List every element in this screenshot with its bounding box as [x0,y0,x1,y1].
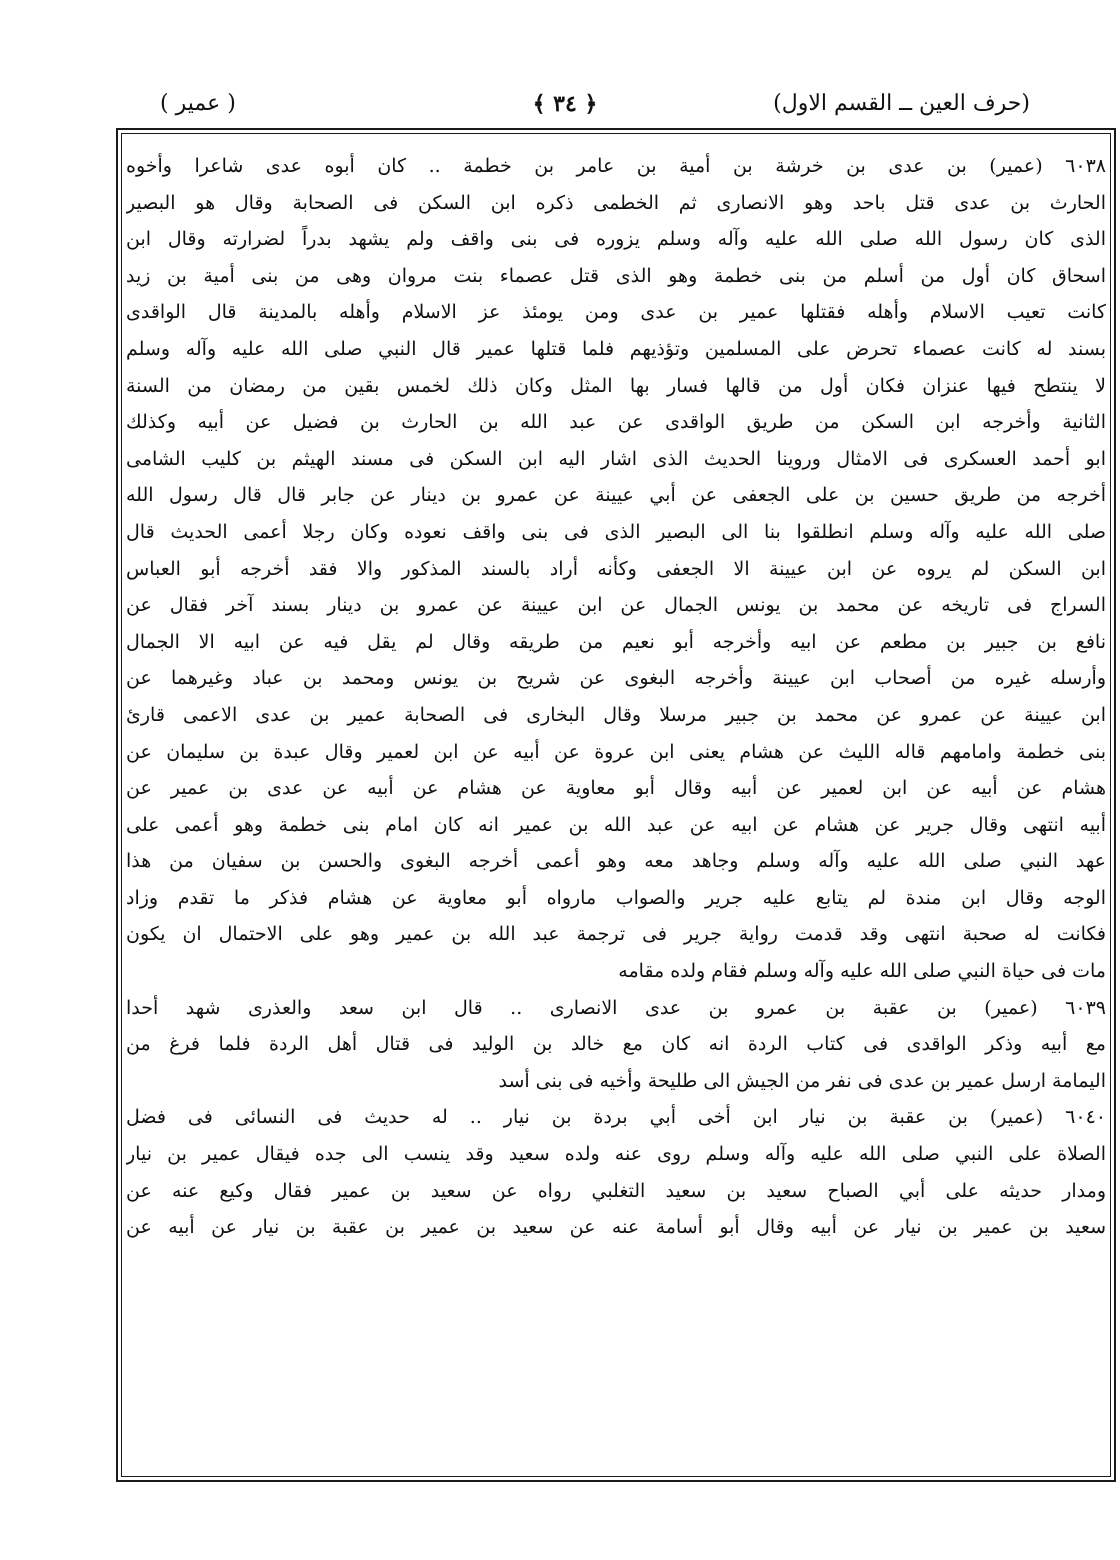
text-line: ٦٠٣٩ (عمير) بن عقبة بن عمرو بن عدى الانصارى .. قال ابن سعد والعذرى شهد أحدا [126,996,1106,1019]
page-number: ﴿ ٣٤ ﴾ [532,91,598,117]
text-line: لا ينتطح فيها عنزان فكان أول من قالها فسار بها المثل وكان ذلك لخمس بقين من رمضان من السنة [126,374,1106,397]
running-header [100,88,1030,128]
text-line: ابو أحمد العسكرى فى الامثال وروينا الحديث الذى اشار اليه ابن السكن فى مسند الهيثم بن كليب الشامى [126,447,1106,470]
text-line: السراج فى تاريخه عن محمد بن يونس الجمال عن ابن عيينة عن عمرو بن دينار بسند آخر فقال عن [126,594,1106,617]
text-line: اسحاق كان أول من أسلم من بنى خطمة وهو الذى قتل عصماء بنت مروان وهى من بنى أمية بن زيد [126,264,1106,287]
text-line: كانت تعيب الاسلام وأهله فقتلها عمير بن عدى ومن يومئذ عز الاسلام وأهله بالمدينة قال الواقدى [126,301,1106,324]
text-line: الذى كان رسول الله صلى الله عليه وآله وسلم يزوره فى بنى واقف ولم يشهد بدراً لضرارته وقال ابن [126,228,1106,251]
text-line: الثانية وأخرجه ابن السكن من طريق الواقدى عن عبد الله بن الحارث بن فضيل عن أبيه وكذلك [126,411,1106,434]
body-text [126,148,1106,1473]
text-line: الحارث بن عدى قتل باحد وهو الانصارى ثم الخطمى ذكره ابن السكن فى الصحابة وقال هو البصير [126,191,1106,214]
text-line: ٦٠٣٨ (عمير) بن عدى بن خرشة بن أمية بن عامر بن خطمة .. كان أبوه عدى شاعرا وأخوه [126,155,1106,177]
text-line: مات فى حياة النبي صلى الله عليه وآله وسلم فقام ولده مقامه [618,960,1106,983]
text-line: عهد النبي صلى الله عليه وآله وسلم وجاهد معه وهو أعمى أخرجه البغوى والحسن بن سفيان من هذا [126,850,1106,873]
text-line: وأرسله غيره من أصحاب ابن عيينة وأخرجه البغوى عن شريح بن يونس ومحمد بن عباد وغيرهما عن [126,667,1106,690]
text-line: سعيد بن عمير بن نيار عن أبيه وقال أبو أسامة عنه عن سعيد بن عمير بن عقبة بن نيار عن أبيه عن [126,1216,1106,1239]
text-line: نافع بن جبير بن مطعم عن ابيه وأخرجه أبو نعيم من طريقه وقال لم يقل فيه عن ابيه الا الجمال [126,630,1106,653]
text-line: ابن عيينة عن عمرو عن محمد بن جبير مرسلا وقال البخارى فى الصحابة عمير بن عدى الاعمى قارئ [126,703,1106,726]
text-line: مع أبيه وذكر الواقدى فى كتاب الردة انه كان مع خالد بن الوليد فى قتال أهل الردة فلما فرغ من [126,1033,1106,1056]
text-line: ابن السكن لم يروه عن ابن عيينة الا الجعفى وكأنه أراد بالسند المذكور والا فقد أخرجه أبو العباس [126,557,1106,580]
text-line: أبيه انتهى وقال جرير عن هشام عن ابيه عن عبد الله بن عمير انه كان امام بنى خطمة وهو أعمى على [126,813,1106,836]
text-line: فكانت له صحبة انتهى وقد قدمت رواية جرير فى ترجمة عبد الله بن عمير وهو على الاحتمال ان يكون [126,923,1106,946]
text-line: اليمامة ارسل عمير بن عدى فى نفر من الجيش الى طليحة وأخيه فى بنى أسد [498,1069,1106,1092]
text-line: ومدار حديثه على أبي الصباح سعيد بن سعيد التغلبي رواه عن سعيد بن عمير فقال وكيع عنه عن [126,1179,1106,1202]
text-line: الوجه وقال ابن مندة لم يتابع عليه جرير والصواب مارواه أبو معاوية عن هشام فذكر ما تقدم وزاد [126,886,1106,909]
text-line: ٦٠٤٠ (عمير) بن عقبة بن نيار ابن أخى أبي بردة بن نيار .. له حديث فى النسائى فى فضل [126,1106,1106,1129]
text-line: بسند له كانت عصماء تحرض على المسلمين وتؤذيهم فلما قتلها عمير قال النبي صلى الله عليه وآله وسلم [126,337,1106,360]
section-title: (حرف العين ــ القسم الاول) [773,91,1030,116]
entry-name: ( عمير ) [160,91,236,116]
text-line: أخرجه من طريق حسين بن على الجعفى عن أبي عيينة عن عمرو بن دينار عن جابر قال قال رسول الله [126,484,1106,507]
text-line: هشام عن أبيه عن ابن لعمير عن أبيه وقال أبو معاوية عن هشام عن أبيه عن عدى بن عمير عن [126,777,1106,800]
text-line: بنى خطمة وامامهم قاله الليث عن هشام يعنى ابن عروة عن أبيه عن ابن لعمير وقال عبدة بن سليمان عن [126,740,1106,763]
text-line: الصلاة على النبي صلى الله عليه وآله وسلم روى عنه ولده سعيد وقد ينسب الى جده فيقال عمير بن نيار [126,1143,1106,1166]
text-line: صلى الله عليه وآله وسلم انطلقوا بنا الى البصير الذى فى بنى واقف نعوده وكان رجلا أعمى الحديث قال [126,520,1106,543]
